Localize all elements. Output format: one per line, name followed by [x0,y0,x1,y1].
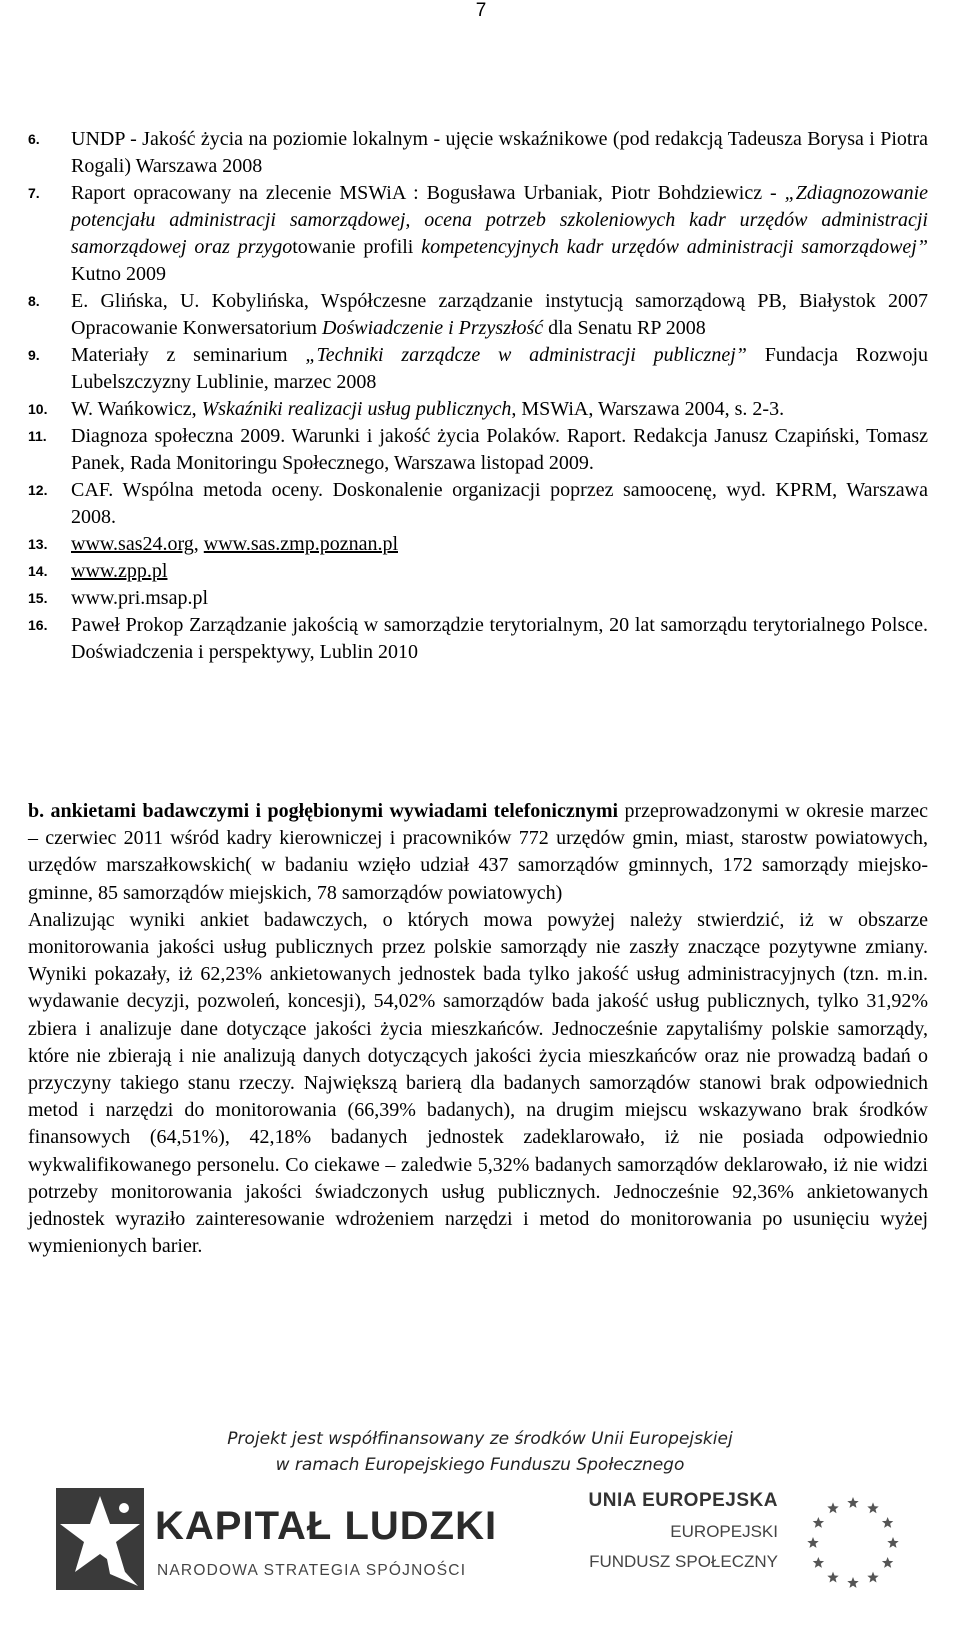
reference-text: , [193,533,204,555]
kapital-ludzki-title: KAPITAŁ LUDZKI [155,1504,498,1548]
paragraph-analysis: Analizując wyniki ankiet badawczych, o których mowa powyżej należy stwierdzić, iż w obszarze monitorowania jakości usług publicznych przez polskie samorządy nie zaszły znaczące pozytywne zmiany. Wyniki pokazały, iż 62,23% ankietowanych jednostek bada tylko jakość usług administracyjnych (tzn. m.in. wydawanie decyzji, pozwoleń, koncesji), 54,02% samorządów bada jakość usług publicznych, tylko 31,92% zbiera i analizuje dane dotyczące jakości życia mieszkańców. Jednocześnie zapytaliśmy polskie samorządy, które nie zbierają i nie analizują danych dotyczących jakości życia mieszkańców oraz nie prowadzą badań o przyczyny takiego stanu rzeczy. Największą barierą dla badanych samorządów stanowi brak odpowiednich metod i narzędzi do monitorowania (66,39% badanych), na drugim miejscu wskazywano brak środków finansowych (64,51%), 42,18% badanych jednostek zadeklarowało, iż nie posiada odpowiednio wykwalifikowanego personelu. Co ciekawe – zaledwie 5,32% badanych samorządów deklarowało, iż nie widzi potrzeby monitorowania jakości świadczonych usług publicznych. Jednocześnie 92,36% ankietowanych jednostek wyraziło zainteresowanie wdrożeniem narzędzi i metod do monitorowania po usunięciu wyżej wymienionych barier. [28,908,928,1258]
reference-number: 10. [28,401,48,417]
reference-text: Fundacja Rozwoju Lubelszczyzny Lublinie, marzec 2008 [71,344,928,393]
reference-link[interactable]: www.sas.zmp.poznan.pl [203,533,398,555]
eu-flag-stars-icon [793,1488,913,1598]
reference-text: dla Senatu RP 2008 [543,317,706,339]
eu-esf-logo [548,1482,918,1622]
reference-text: towanie profili [292,236,422,258]
reference-number: 15. [28,590,48,606]
eu-logo-line-1: EUROPEJSKI [670,1522,778,1541]
reference-number: 7. [28,185,40,201]
reference-number: 14. [28,563,48,579]
reference-number: 8. [28,293,40,309]
reference-text: Diagnoza społeczna 2009. Warunki i jakość życia Polaków. Raport. Redakcja Janusz Czapiński, Tomasz Panek, Rada Monitoringu Społecznego, Warszawa listopad 2009. [71,425,928,474]
kapital-ludzki-logo [50,1482,500,1622]
reference-item [28,288,928,342]
lead-bold-text: b. ankietami badawczymi i pogłębionymi wywiadami telefonicznymi [28,800,619,822]
eu-logo-line-2: FUNDUSZ SPOŁECZNY [589,1552,778,1571]
reference-item [28,180,928,288]
reference-text: E. Glińska, U. Kobylińska, Współczesne zarządzanie instytucją samorządową PB, Białystok 2007 Opracowanie Konwersatorium [71,290,928,339]
eu-logo-title: UNIA EUROPEJSKA [588,1490,778,1511]
reference-text: UNDP - Jakość życia na poziomie lokalnym - ujęcie wskaźnikowe (pod redakcją Tadeusza Borysa i Piotra Rogali) Warszawa 2008 [71,128,928,177]
reference-number: 11. [28,428,47,444]
reference-list [28,126,928,666]
reference-link[interactable]: www.zpp.pl [71,560,168,582]
reference-item [28,477,928,531]
paragraph-1-text: przeprowadzonymi w okresie marzec – czerwiec 2011 wśród kadry kierowniczej i pracowników 772 urzędów gmin, miast, starostw powiatowych, urzędów marszałkowskich( w badaniu wzięło udział 437 samorządów gminnych, 172 samorządy miejsko- gminne, 85 samorządów miejskich, 78 samorządów powiatowych) [28,800,928,904]
reference-number: 16. [28,617,48,633]
reference-text: „Techniki zarządcze w administracji publicznej” [305,344,747,366]
reference-text: Raport opracowany na zlecenie MSWiA : Bogusława Urbaniak, Piotr Bohdziewicz - [71,182,785,204]
kapital-ludzki-subtitle: NARODOWA STRATEGIA SPÓJNOŚCI [157,1562,467,1579]
reference-text: Paweł Prokop Zarządzanie jakością w samorządzie terytorialnym, 20 lat samorządu terytorialnego Polsce. Doświadczenia i perspektywy, Lublin 2010 [71,614,928,663]
reference-item [28,342,928,396]
reference-text: kompetencyjnych kadr urzędów administracji samorządowej” [421,236,928,258]
reference-number: 12. [28,482,48,498]
reference-text: W. Wańkowicz, [71,398,202,420]
reference-item [28,396,928,423]
reference-text: Materiały z seminarium [71,344,306,366]
paragraph-survey-method [28,798,928,907]
reference-number: 9. [28,347,40,363]
reference-text: Wskaźniki realizacji usług publicznych [201,398,512,420]
reference-text: www.pri.msap.pl [71,587,209,609]
reference-item [28,585,928,612]
cofinancing-line-1: Projekt jest współfinansowany ze środków Unii Europejskiej [227,1429,733,1449]
reference-number: 6. [28,131,40,147]
reference-number: 13. [28,536,48,552]
cofinancing-line-2: w ramach Europejskiego Funduszu Społecznego [275,1455,685,1475]
reference-item [28,558,928,585]
reference-text: Kutno 2009 [71,263,166,285]
reference-text: CAF. Wspólna metoda oceny. Doskonalenie organizacji poprzez samoocenę, wyd. KPRM, Warszawa 2008. [71,479,928,528]
reference-text: Doświadczenie i Przyszłość [322,317,544,339]
reference-text: , MSWiA, Warszawa 2004, s. 2-3. [511,398,785,420]
reference-item [28,126,928,180]
kapital-ludzki-emblem-icon [50,1482,150,1612]
reference-item [28,612,928,666]
reference-text: „Zdiagnozowanie potencjału administracji samorządowej, ocena potrzeb szkoleniowych kadr urzędów administracji samorządowej oraz przygo [71,182,928,258]
reference-link[interactable]: www.sas24.org [71,533,194,555]
cofinancing-note [0,1426,960,1478]
body-text [28,798,928,1260]
reference-item [28,531,928,558]
page-number: 7 [475,0,487,21]
reference-item [28,423,928,477]
